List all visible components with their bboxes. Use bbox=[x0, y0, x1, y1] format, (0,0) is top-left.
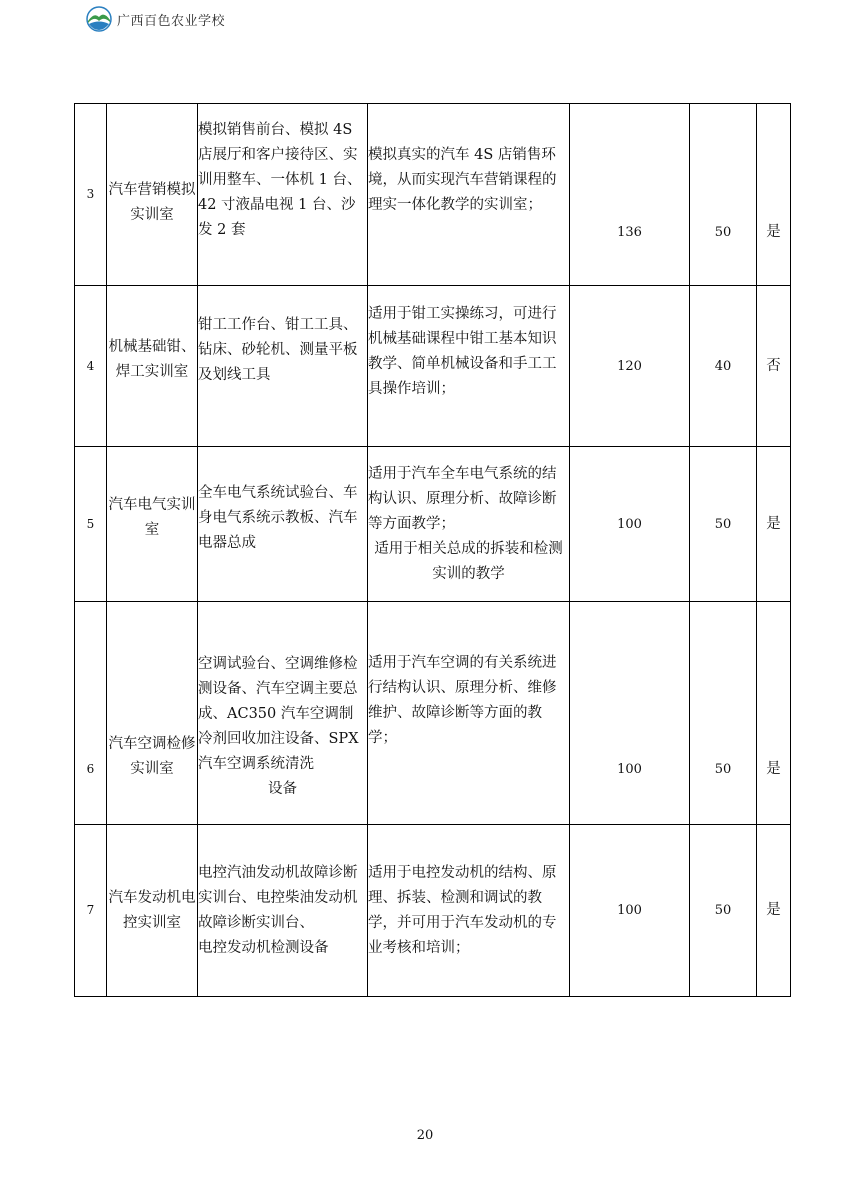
flag-text: 是 bbox=[766, 515, 781, 532]
room-name-text: 汽车空调检修实训室 bbox=[108, 736, 196, 777]
room-name-text: 汽车营销模拟实训室 bbox=[108, 181, 196, 223]
flag-text: 是 bbox=[766, 902, 781, 918]
area-value bbox=[570, 286, 690, 447]
area-text: 120 bbox=[617, 358, 642, 374]
equipment-list bbox=[198, 447, 368, 602]
capacity-value bbox=[690, 104, 757, 286]
equipment-text: 电控汽油发动机故障诊断实训台、电控柴油发动机故障诊断实训台、 bbox=[198, 864, 358, 931]
description-text: 模拟真实的汽车 4S 店销售环境，从而实现汽车营销课程的理实一体化教学的实训室； bbox=[368, 147, 557, 213]
row-index-text: 6 bbox=[86, 761, 95, 776]
area-text: 100 bbox=[617, 903, 642, 918]
area-value bbox=[570, 104, 690, 286]
table-row bbox=[75, 602, 791, 825]
capacity-text: 50 bbox=[714, 225, 732, 240]
flag-value bbox=[757, 825, 791, 997]
area-value bbox=[570, 447, 690, 602]
capacity-value bbox=[690, 602, 757, 825]
school-name: 广西百色农业学校 bbox=[117, 13, 226, 29]
description-text: 适用于汽车全车电气系统的结构认识、原理分析、故障诊断等方面教学； bbox=[368, 465, 557, 532]
equipment-text: 钳工工作台、钳工工具、钻床、砂轮机、测量平板及划线工具 bbox=[198, 316, 358, 383]
table-row bbox=[75, 286, 791, 447]
room-name bbox=[107, 104, 198, 286]
capacity-value bbox=[690, 447, 757, 602]
capacity-text: 40 bbox=[714, 358, 732, 374]
capacity-value bbox=[690, 825, 757, 997]
room-description bbox=[368, 286, 570, 447]
description-text: 适用于钳工实操练习，可进行机械基础课程中钳工基本知识教学、简单机械设备和手工工具操作培训； bbox=[368, 306, 557, 397]
equipment-text: 空调试验台、空调维修检测设备、汽车空调主要总成、AC350 汽车空调制冷剂回收加注设备、SPX 汽车空调系统清洗 bbox=[198, 656, 359, 772]
room-name bbox=[107, 602, 198, 825]
row-index: 5 bbox=[75, 447, 107, 602]
equipment-text: 全车电气系统试验台、车身电气系统示教板、汽车电器总成 bbox=[198, 484, 358, 551]
capacity-value bbox=[690, 286, 757, 447]
area-value bbox=[570, 602, 690, 825]
equipment-text-2: 设备 bbox=[268, 781, 297, 797]
description-text: 适用于电控发动机的结构、原理、拆装、检测和调试的教学，并可用于汽车发动机的专业考核和培训； bbox=[368, 864, 557, 956]
flag-value bbox=[757, 602, 791, 825]
capacity-text: 50 bbox=[714, 761, 732, 777]
equipment-text: 模拟销售前台、模拟 4S 店展厅和客户接待区、实训用整车、一体机 1 台、42 寸液晶电视 1 台、沙发 2 套 bbox=[198, 122, 362, 238]
area-text: 100 bbox=[617, 761, 642, 777]
table-row bbox=[75, 104, 791, 286]
room-name-text: 汽车发动机电控实训室 bbox=[108, 889, 196, 931]
room-name bbox=[107, 286, 198, 447]
capacity-text: 50 bbox=[714, 516, 732, 532]
capacity-text: 50 bbox=[714, 903, 732, 918]
room-name bbox=[107, 447, 198, 602]
equipment-list bbox=[198, 602, 368, 825]
flag-value bbox=[757, 286, 791, 447]
school-logo-icon bbox=[86, 6, 112, 32]
room-name-text: 汽车电气实训室 bbox=[108, 497, 196, 538]
page-header bbox=[86, 6, 225, 32]
description-text: 适用于汽车空调的有关系统进行结构认识、原理分析、维修维护、故障诊断等方面的教学； bbox=[368, 655, 557, 746]
flag-value bbox=[757, 104, 791, 286]
flag-text: 否 bbox=[766, 357, 781, 374]
flag-text: 是 bbox=[766, 224, 781, 240]
area-text: 136 bbox=[617, 225, 642, 240]
room-description bbox=[368, 825, 570, 997]
equipment-text-2: 电控发动机检测设备 bbox=[198, 939, 329, 956]
room-description bbox=[368, 104, 570, 286]
training-facilities-table bbox=[74, 103, 791, 997]
page-number: 20 bbox=[416, 1128, 434, 1143]
row-index: 3 bbox=[75, 104, 107, 286]
room-name bbox=[107, 825, 198, 997]
room-name-text: 机械基础钳、焊工实训室 bbox=[108, 339, 196, 380]
row-index: 4 bbox=[75, 286, 107, 447]
equipment-list bbox=[198, 825, 368, 997]
equipment-list bbox=[198, 104, 368, 286]
area-text: 100 bbox=[617, 516, 642, 532]
row-index bbox=[75, 602, 107, 825]
flag-text: 是 bbox=[766, 760, 781, 777]
room-description bbox=[368, 447, 570, 602]
row-index: 7 bbox=[75, 825, 107, 997]
equipment-list bbox=[198, 286, 368, 447]
area-value bbox=[570, 825, 690, 997]
table-row bbox=[75, 825, 791, 997]
flag-value bbox=[757, 447, 791, 602]
table-row bbox=[75, 447, 791, 602]
description-text-2: 适用于相关总成的拆装和检测实训的教学 bbox=[374, 540, 563, 582]
room-description bbox=[368, 602, 570, 825]
